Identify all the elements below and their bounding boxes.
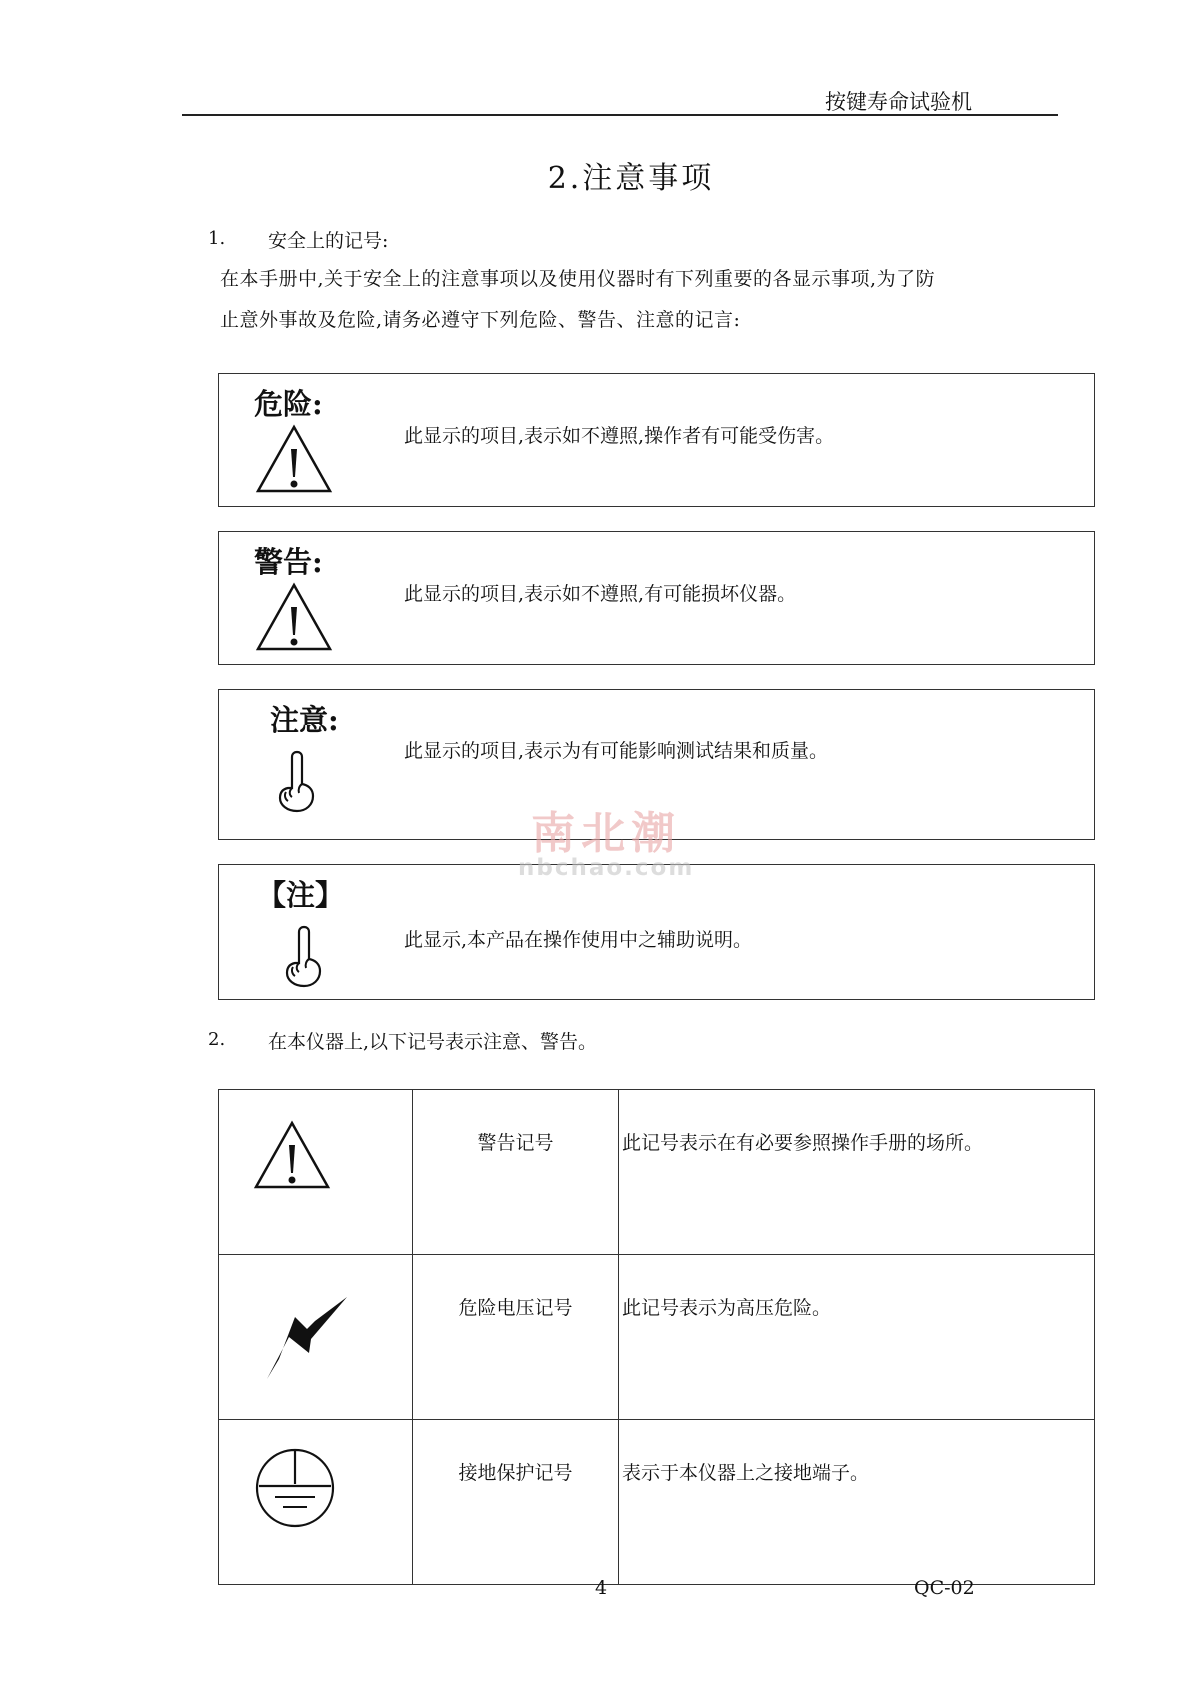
warning-triangle-icon <box>255 424 333 494</box>
pointing-hand-icon <box>282 923 326 989</box>
watermark-en: nbchao.com <box>518 855 695 881</box>
warning-notice-box <box>218 531 1095 665</box>
caution-label: 注意: <box>270 703 339 737</box>
section-1-number: 1. <box>208 228 226 249</box>
lightning-bolt-icon <box>263 1295 349 1381</box>
note-description: 此显示,本产品在操作使用中之辅助说明。 <box>404 929 753 951</box>
symbol-description: 表示于本仪器上之接地端子。 <box>619 1420 1095 1585</box>
warning-triangle-icon <box>255 582 333 652</box>
symbol-name: 危险电压记号 <box>413 1255 619 1420</box>
header-title: 按键寿命试验机 <box>825 90 972 114</box>
danger-label: 危险: <box>254 387 323 421</box>
header-divider <box>182 114 1058 116</box>
danger-notice-box <box>218 373 1095 507</box>
table-row <box>219 1090 1095 1255</box>
watermark-cn: 南北潮 <box>531 808 682 859</box>
warning-label: 警告: <box>254 545 323 579</box>
pointing-hand-icon <box>275 748 319 814</box>
table-row <box>219 1255 1095 1420</box>
symbol-name: 警告记号 <box>413 1090 619 1255</box>
symbol-name: 接地保护记号 <box>413 1420 619 1585</box>
danger-description: 此显示的项目,表示如不遵照,操作者有可能受伤害。 <box>404 425 835 447</box>
section-2-number: 2. <box>208 1029 226 1050</box>
symbol-description: 此记号表示在有必要参照操作手册的场所。 <box>619 1090 1095 1255</box>
warning-triangle-icon <box>253 1120 331 1190</box>
section-1-title: 安全上的记号: <box>268 230 389 252</box>
section-1-paragraph-line-2: 止意外事故及危险,请务必遵守下列危险、警告、注意的记言: <box>220 309 741 331</box>
protective-ground-icon <box>253 1446 337 1530</box>
watermark <box>518 808 695 881</box>
page-title: 2.注意事项 <box>547 161 715 196</box>
document-code: QC-02 <box>914 1577 975 1599</box>
symbol-icon-cell <box>219 1090 413 1255</box>
table-row <box>219 1420 1095 1585</box>
section-1-paragraph-line-1: 在本手册中,关于安全上的注意事项以及使用仪器时有下列重要的各显示事项,为了防 <box>220 268 936 290</box>
symbol-description: 此记号表示为高压危险。 <box>619 1255 1095 1420</box>
note-box <box>218 864 1095 1000</box>
symbol-icon-cell <box>219 1255 413 1420</box>
warning-description: 此显示的项目,表示如不遵照,有可能损坏仪器。 <box>404 583 797 605</box>
page-number: 4 <box>595 1577 608 1599</box>
symbol-icon-cell <box>219 1420 413 1585</box>
section-2-title: 在本仪器上,以下记号表示注意、警告。 <box>268 1031 598 1053</box>
note-label: 【注】 <box>257 878 345 912</box>
caution-description: 此显示的项目,表示为有可能影响测试结果和质量。 <box>404 740 829 762</box>
symbols-table <box>218 1089 1095 1585</box>
